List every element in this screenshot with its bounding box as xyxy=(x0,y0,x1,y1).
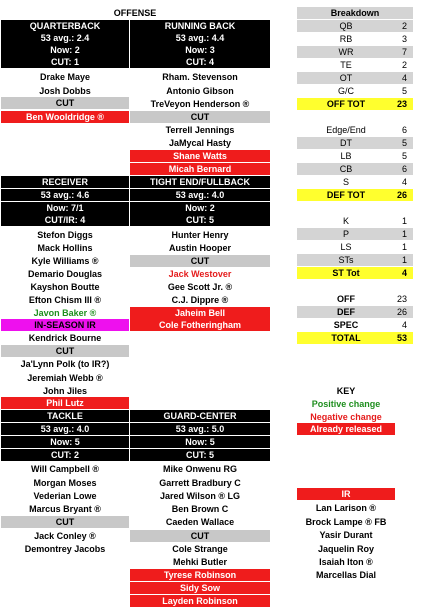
breakdown-pos: QB xyxy=(339,21,353,31)
te-player: Hunter Henry xyxy=(171,230,229,240)
page-title: OFFENSE xyxy=(113,8,157,18)
breakdown-row-p xyxy=(297,228,413,240)
ir-player: Jaquelin Roy xyxy=(317,544,374,554)
ol-cut-label: CUT xyxy=(130,530,270,542)
breakdown-count: 4 xyxy=(401,73,407,83)
wr-cut-label: CUT xyxy=(1,345,129,357)
summary-label: TOTAL xyxy=(331,333,361,343)
breakdown-pos: WR xyxy=(338,47,354,57)
breakdown-row-k xyxy=(297,215,413,227)
ir-title: IR xyxy=(297,488,395,500)
breakdown-row-sts xyxy=(297,254,413,266)
rb-player: TreVeyon Henderson ® xyxy=(150,99,250,109)
breakdown-row-rb xyxy=(297,33,413,45)
te-negative-player: Jack Westover xyxy=(168,269,232,279)
rb-cut-player: JaMycal Hasty xyxy=(168,138,232,148)
breakdown-count: 7 xyxy=(401,47,407,57)
summary-off xyxy=(297,293,413,305)
summary-label: OFF xyxy=(337,294,355,304)
breakdown-row-ot xyxy=(297,72,413,84)
breakdown-pos: DEF TOT xyxy=(326,190,366,200)
breakdown-pos: RB xyxy=(339,34,353,44)
breakdown-count: 2 xyxy=(401,60,407,70)
ot-cut-player: Jack Conley ® xyxy=(34,531,96,541)
wr-player: Stefon Diggs xyxy=(37,230,93,240)
summary-count: 23 xyxy=(396,294,407,304)
breakdown-row-edge xyxy=(297,124,413,136)
ir-player: Marcellas Dial xyxy=(315,570,377,580)
breakdown-row-dt xyxy=(297,137,413,149)
breakdown-row-gc xyxy=(297,85,413,97)
wr-now: Now: 7/1 xyxy=(1,202,129,214)
qb-header: QUARTERBACK xyxy=(1,20,129,32)
qb-player: Josh Dobbs xyxy=(39,86,91,96)
breakdown-row-cb xyxy=(297,163,413,175)
breakdown-count: 1 xyxy=(401,255,407,265)
qb-avg: 53 avg.: 2.4 xyxy=(1,32,129,44)
breakdown-pos: DT xyxy=(340,138,352,148)
summary-label: DEF xyxy=(337,307,355,317)
breakdown-count: 4 xyxy=(401,268,407,278)
ir-player: Lan Larison ® xyxy=(315,503,377,513)
wr-cut-player: Jeremiah Webb ® xyxy=(27,373,103,383)
rb-header: RUNNING BACK xyxy=(130,20,270,32)
wr-player: Efton Chism III ® xyxy=(28,295,102,305)
breakdown-count: 1 xyxy=(401,216,407,226)
ot-player: Marcus Bryant ® xyxy=(29,504,101,514)
te-released-player: Jaheim Bell xyxy=(130,307,270,319)
ol-header: GUARD-CENTER xyxy=(130,410,270,422)
key-negative: Negative change xyxy=(310,412,382,422)
ot-cut-count: CUT: 2 xyxy=(1,449,129,461)
breakdown-count: 5 xyxy=(401,151,407,161)
ot-cut-player: Demontrey Jacobs xyxy=(24,544,106,554)
breakdown-pos: ST Tot xyxy=(332,268,360,278)
breakdown-title: Breakdown xyxy=(297,7,413,19)
breakdown-count: 6 xyxy=(401,125,407,135)
ol-released-player: Tyrese Robinson xyxy=(130,569,270,581)
breakdown-pos: OFF TOT xyxy=(326,99,366,109)
ot-avg: 53 avg.: 4.0 xyxy=(1,423,129,435)
breakdown-pos: LB xyxy=(340,151,352,161)
breakdown-pos: S xyxy=(342,177,349,187)
breakdown-row-wr xyxy=(297,46,413,58)
rb-released-player: Micah Bernard xyxy=(130,163,270,175)
qb-player: Drake Maye xyxy=(39,72,91,82)
ol-released-player: Sidy Sow xyxy=(130,582,270,594)
wr-player: Demario Douglas xyxy=(27,269,103,279)
ol-avg: 53 avg.: 5.0 xyxy=(130,423,270,435)
breakdown-pos: OT xyxy=(339,73,353,83)
ol-cut-player: Mehki Butler xyxy=(172,557,227,567)
qb-cut-label: CUT xyxy=(1,97,129,109)
te-avg: 53 avg.: 4.0 xyxy=(130,189,270,201)
ot-cut-label: CUT xyxy=(1,516,129,528)
breakdown-def-total xyxy=(297,189,413,201)
ol-player: Jared Wilson ® LG xyxy=(159,491,241,501)
breakdown-pos: G/C xyxy=(337,86,354,96)
breakdown-count: 2 xyxy=(401,21,407,31)
breakdown-pos: LS xyxy=(340,242,352,252)
wr-positive-player: Javon Baker ® xyxy=(33,308,97,318)
breakdown-count: 23 xyxy=(396,99,407,109)
breakdown-row-lb xyxy=(297,150,413,162)
te-player: Austin Hooper xyxy=(169,243,231,253)
ol-cut-count: CUT: 5 xyxy=(130,449,270,461)
te-now: Now: 2 xyxy=(130,202,270,214)
wr-player: Kyle Williams ® xyxy=(31,256,99,266)
ol-player: Caeden Wallace xyxy=(165,517,235,527)
breakdown-pos: TE xyxy=(340,60,352,70)
ol-cut-player: Cole Strange xyxy=(172,544,228,554)
ir-player: Isaiah Iton ® xyxy=(319,557,373,567)
summary-def xyxy=(297,306,413,318)
rb-cut-count: CUT: 4 xyxy=(130,56,270,68)
breakdown-count: 6 xyxy=(401,164,407,174)
summary-count: 4 xyxy=(401,320,407,330)
breakdown-row-ls xyxy=(297,241,413,253)
breakdown-row-te xyxy=(297,59,413,71)
breakdown-count: 5 xyxy=(401,86,407,96)
rb-player: Rham. Stevenson xyxy=(162,72,238,82)
rb-released-player: Shane Watts xyxy=(130,150,270,162)
te-header: TIGHT END/FULLBACK xyxy=(130,176,270,188)
rb-player: Antonio Gibson xyxy=(166,86,234,96)
ot-player: Will Campbell ® xyxy=(30,464,100,474)
ir-player: Yasir Durant xyxy=(319,530,373,540)
wr-cut-player: Ja'Lynn Polk (to IR?) xyxy=(20,359,110,369)
breakdown-st-total xyxy=(297,267,413,279)
ol-player: Garrett Bradbury C xyxy=(159,478,241,488)
breakdown-count: 1 xyxy=(401,242,407,252)
wr-avg: 53 avg.: 4.6 xyxy=(1,189,129,201)
rb-cut-label: CUT xyxy=(130,111,270,123)
summary-spec xyxy=(297,319,413,331)
breakdown-off-total xyxy=(297,98,413,110)
rb-now: Now: 3 xyxy=(130,44,270,56)
qb-cut-player: Ben Wooldridge ® xyxy=(1,111,129,123)
wr-player: Mack Hollins xyxy=(37,243,93,253)
ol-now: Now: 5 xyxy=(130,436,270,448)
te-cut-label: CUT xyxy=(130,255,270,267)
qb-now: Now: 2 xyxy=(1,44,129,56)
breakdown-pos: STs xyxy=(338,255,354,265)
breakdown-pos: K xyxy=(342,216,349,226)
breakdown-count: 26 xyxy=(396,190,407,200)
ir-player: Brock Lampe ® FB xyxy=(305,517,387,527)
ol-player: Mike Onwenu RG xyxy=(162,464,237,474)
summary-label: SPEC xyxy=(333,320,359,330)
rb-cut-player: Terrell Jennings xyxy=(165,125,235,135)
key-released: Already released xyxy=(297,423,395,435)
summary-total xyxy=(297,332,413,344)
breakdown-count: 3 xyxy=(401,34,407,44)
wr-cut-count: CUT/IR: 4 xyxy=(1,214,129,226)
breakdown-count: 5 xyxy=(401,138,407,148)
wr-cut-player: John Jiles xyxy=(42,386,87,396)
te-cut-player: C.J. Dippre ® xyxy=(171,295,229,305)
rb-avg: 53 avg.: 4.4 xyxy=(130,32,270,44)
breakdown-count: 4 xyxy=(401,177,407,187)
te-cut-count: CUT: 5 xyxy=(130,214,270,226)
ot-header: TACKLE xyxy=(1,410,129,422)
breakdown-row-s xyxy=(297,176,413,188)
breakdown-count: 1 xyxy=(401,229,407,239)
breakdown-pos: CB xyxy=(339,164,353,174)
qb-cut-count: CUT: 1 xyxy=(1,56,129,68)
ol-released-player: Layden Robinson xyxy=(130,595,270,607)
ol-player: Ben Brown C xyxy=(171,504,229,514)
breakdown-pos: P xyxy=(342,229,349,239)
te-cut-player: Gee Scott Jr. ® xyxy=(167,282,233,292)
wr-ir-player: Kendrick Bourne xyxy=(28,333,102,343)
wr-header: RECEIVER xyxy=(1,176,129,188)
ot-player: Morgan Moses xyxy=(33,478,97,488)
wr-released-player: Phil Lutz xyxy=(1,397,129,409)
key-title: KEY xyxy=(336,386,356,396)
key-positive: Positive change xyxy=(311,399,381,409)
ot-player: Vederian Lowe xyxy=(33,491,97,501)
breakdown-row-qb xyxy=(297,20,413,32)
breakdown-pos: Edge/End xyxy=(326,125,366,135)
ot-now: Now: 5 xyxy=(1,436,129,448)
wr-in-season-ir-label: IN-SEASON IR xyxy=(1,319,129,331)
te-released-player: Cole Fotheringham xyxy=(130,319,270,331)
summary-count: 26 xyxy=(396,307,407,317)
summary-count: 53 xyxy=(396,333,407,343)
wr-player: Kayshon Boutte xyxy=(30,282,100,292)
